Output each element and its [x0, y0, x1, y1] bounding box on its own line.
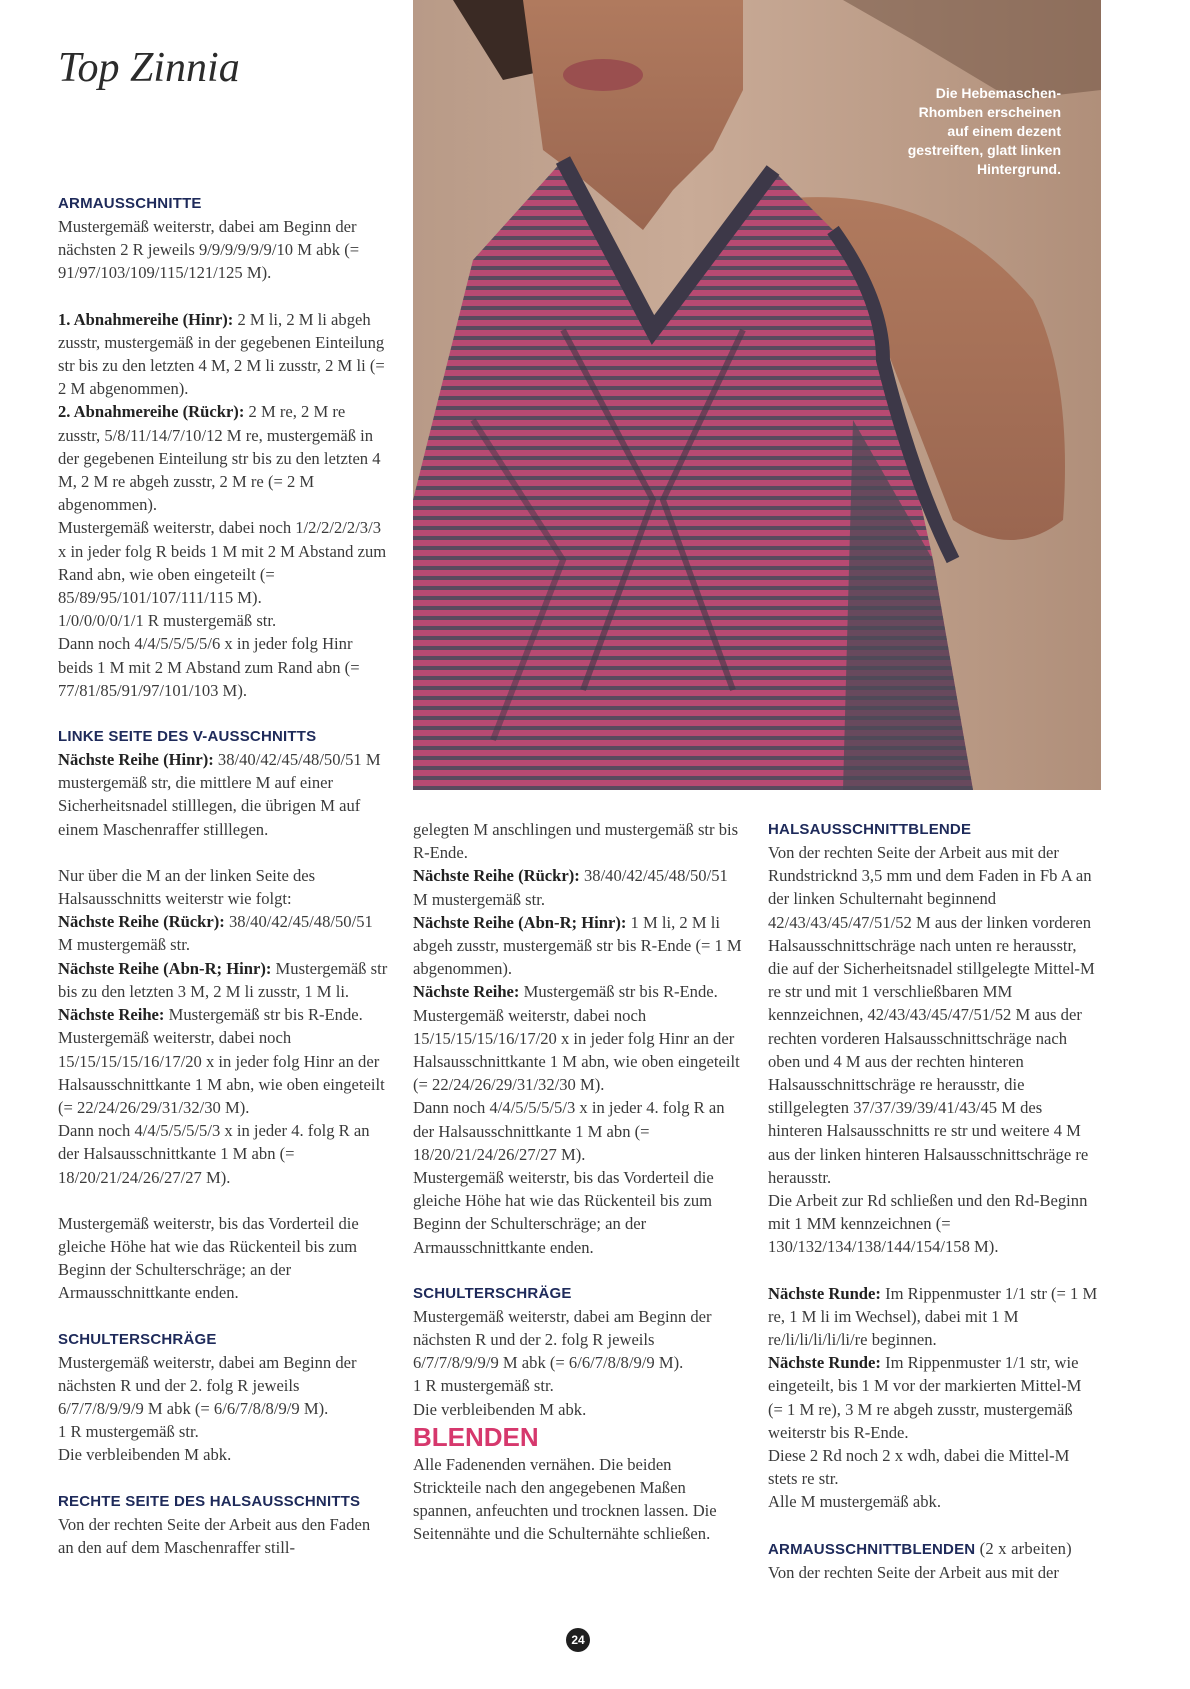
paragraph: 1 R mustergemäß str.	[58, 1422, 199, 1442]
paragraph: Mustergemäß weiterstr, dabei noch 15/15/15/15/16/17/20 x in jeder folg Hinr an der Halsausschnittkante 1 M abn, wie oben eingeteilt (= 22/24/26/29/31/32/30 M).	[58, 1028, 385, 1117]
product-photo	[413, 0, 1101, 790]
paragraph: Alle Fadenenden vernähen. Die beiden Strickteile nach den angegebenen Maßen spannen, anfeuchten und trocknen lassen. Die Seitennähte und die Schulternähte schließen.	[413, 1454, 717, 1544]
paragraph: Mustergemäß weiterstr, bis das Vorderteil die gleiche Höhe hat wie das Rückenteil bis zum Beginn der Schulterschräge; an der Armausschnittkante enden.	[413, 1168, 714, 1257]
section-heading: SCHULTERSCHRÄGE	[58, 1330, 217, 1348]
column-1	[58, 192, 388, 1559]
paragraph: Mustergemäß weiterstr, dabei am Beginn der nächsten 2 R jeweils 9/9/9/9/9/9/10 M abk (= 91/97/103/109/115/121/125 M).	[58, 217, 360, 283]
paragraph: Von der rechten Seite der Arbeit aus mit der	[768, 1562, 1059, 1582]
paragraph: 1 R mustergemäß str.	[413, 1376, 554, 1396]
paragraph: Dann noch 4/4/5/5/5/5/3 x in jeder 4. folg R an der Halsausschnittkante 1 M abn (= 18/20/21/24/26/27/27 M).	[413, 1098, 725, 1164]
paragraph: Nächste Reihe (Abn-R; Hinr): Mustergemäß str bis zu den letzten 3 M, 2 M li zusstr, 1 M li.	[58, 958, 388, 1001]
paragraph: Nächste Runde: Im Rippenmuster 1/1 str, wie eingeteilt, bis 1 M vor der markierten Mittel-M (= 1 M re), 3 M re abgeh zusstr, mustergemäß weiterstr bis R-Ende.	[768, 1353, 1082, 1442]
paragraph: Alle M mustergemäß abk.	[768, 1492, 941, 1512]
paragraph: 1/0/0/0/0/1/1 R mustergemäß str.	[58, 611, 277, 631]
column-3	[768, 818, 1098, 1584]
paragraph: Mustergemäß weiterstr, dabei noch 1/2/2/2/2/3/3 x in jeder folg R beids 1 M mit 2 M Abstand zum Rand abn, wie oben eingeteilt (= 85/89/95/101/107/111/115 M).	[58, 518, 387, 608]
big-heading: BLENDEN	[413, 1421, 539, 1452]
paragraph: Nächste Runde: Im Rippenmuster 1/1 str (= 1 M re, 1 M li im Wechsel), dabei mit 1 M re/li/li/li/li/li/re beginnen.	[768, 1283, 1098, 1350]
section-heading: ARMAUSSCHNITTBLENDEN (2 x arbeiten)	[768, 1538, 1072, 1558]
paragraph: Mustergemäß weiterstr, dabei am Beginn der nächsten R und der 2. folg R jeweils 6/7/7/8/9/9/9 M abk (= 6/6/7/8/8/9/9 M).	[58, 1352, 357, 1418]
paragraph: Nur über die M an der linken Seite des Halsausschnitts weiterstr wie folgt:	[58, 865, 316, 909]
paragraph: Von der rechten Seite der Arbeit aus den Faden an den auf dem Maschenraffer still-	[58, 1514, 371, 1557]
paragraph: Nächste Reihe (Abn-R; Hinr): 1 M li, 2 M li abgeh zusstr, mustergemäß str bis R-Ende (= 1 M abgenommen).	[413, 912, 742, 979]
paragraph: gelegten M anschlingen und mustergemäß str bis R-Ende.	[413, 820, 739, 863]
paragraph: Nächste Reihe (Rückr): 38/40/42/45/48/50/51 M mustergemäß str.	[58, 912, 373, 955]
paragraph: Diese 2 Rd noch 2 x wdh, dabei die Mittel-M stets re str.	[768, 1446, 1070, 1489]
paragraph: Mustergemäß weiterstr, dabei noch 15/15/15/15/16/17/20 x in jeder folg Hinr an der Halsausschnittkante 1 M abn, wie oben eingeteilt (= 22/24/26/29/31/32/30 M).	[413, 1005, 740, 1095]
paragraph: Mustergemäß weiterstr, bis das Vorderteil die gleiche Höhe hat wie das Rückenteil bis zum Beginn der Schulterschräge; an der Armausschnittkante enden.	[58, 1213, 359, 1303]
paragraph: Mustergemäß weiterstr, dabei am Beginn der nächsten R und der 2. folg R jeweils 6/7/7/8/9/9/9 M abk (= 6/6/7/8/8/9/9 M).	[413, 1306, 712, 1373]
paragraph: Nächste Reihe (Hinr): 38/40/42/45/48/50/51 M mustergemäß str, die mittlere M auf einer Sicherheitsnadel stilllegen, die übrigen M auf einem Maschenraffer stilllegen.	[58, 750, 381, 839]
paragraph: Die verbleibenden M abk.	[58, 1445, 232, 1465]
section-heading: LINKE SEITE DES V-AUSSCHNITTS	[58, 728, 317, 746]
paragraph: Nächste Reihe: Mustergemäß str bis R-Ende.	[58, 1005, 363, 1025]
section-heading: RECHTE SEITE DES HALSAUSSCHNITTS	[58, 1492, 361, 1510]
paragraph: Nächste Reihe (Rückr): 38/40/42/45/48/50/51 M mustergemäß str.	[413, 866, 728, 909]
photo-caption: Die Hebemaschen-Rhomben erscheinen auf einem dezent gestreiften, glatt linken Hintergrund.	[907, 85, 1061, 177]
section-heading: HALSAUSSCHNITTBLENDE	[768, 821, 972, 838]
section-heading: SCHULTERSCHRÄGE	[413, 1284, 572, 1302]
section-heading: ARMAUSSCHNITTE	[58, 195, 202, 212]
paragraph: Dann noch 4/4/5/5/5/5/6 x in jeder folg Hinr beids 1 M mit 2 M Abstand zum Rand abn (= 77/81/85/91/97/101/103 M).	[58, 634, 360, 700]
paragraph: Nächste Reihe: Mustergemäß str bis R-Ende.	[413, 982, 718, 1002]
page-title: Top Zinnia	[58, 45, 240, 91]
paragraph: 2. Abnahmereihe (Rückr): 2 M re, 2 M re zusstr, 5/8/11/14/7/10/12 M re, mustergemäß in der gegebenen Einteilung str bis zu den letzten 4 M, 2 M re abgeh zusstr, 2 M re (= 2 M abgenommen).	[58, 402, 381, 515]
page-number: 24	[566, 1628, 590, 1652]
paragraph: Dann noch 4/4/5/5/5/5/3 x in jeder 4. folg R an der Halsausschnittkante 1 M abn (= 18/20/21/24/26/27/27 M).	[58, 1121, 370, 1187]
paragraph: Von der rechten Seite der Arbeit aus mit der Rundstricknd 3,5 mm und dem Faden in Fb A an der linken Schulternaht beginnend 42/43/43/45/47/51/52 M aus der linken vorderen Halsausschnittschräge nach unten re herausstr, die auf der Sicherheitsnadel stillgelegte Mittel-M re str und mit 1 verschließbaren MM kennzeichnen, 42/43/43/45/47/51/52 M aus der rechten vorderen Halsausschnittschräge nach oben und 4 M aus der rechten hinteren Halsausschnittschräge re herausstr, die stillgelegten 37/37/39/39/41/43/45 M des hinteren Halsausschnitts re str und weitere 4 M aus der linken hinteren Halsausschnittschräge re herausstr.	[768, 843, 1095, 1187]
paragraph: 1. Abnahmereihe (Hinr): 2 M li, 2 M li abgeh zusstr, mustergemäß in der gegebenen Einteilung str bis zu den letzten 4 M, 2 M li zusstr, 2 M li (= 2 M abgenommen).	[58, 309, 385, 399]
paragraph: Die Arbeit zur Rd schließen und den Rd-Beginn mit 1 MM kennzeichnen (= 130/132/134/138/144/154/158 M).	[768, 1191, 1088, 1257]
paragraph: Die verbleibenden M abk.	[413, 1399, 587, 1419]
column-2	[413, 818, 743, 1546]
